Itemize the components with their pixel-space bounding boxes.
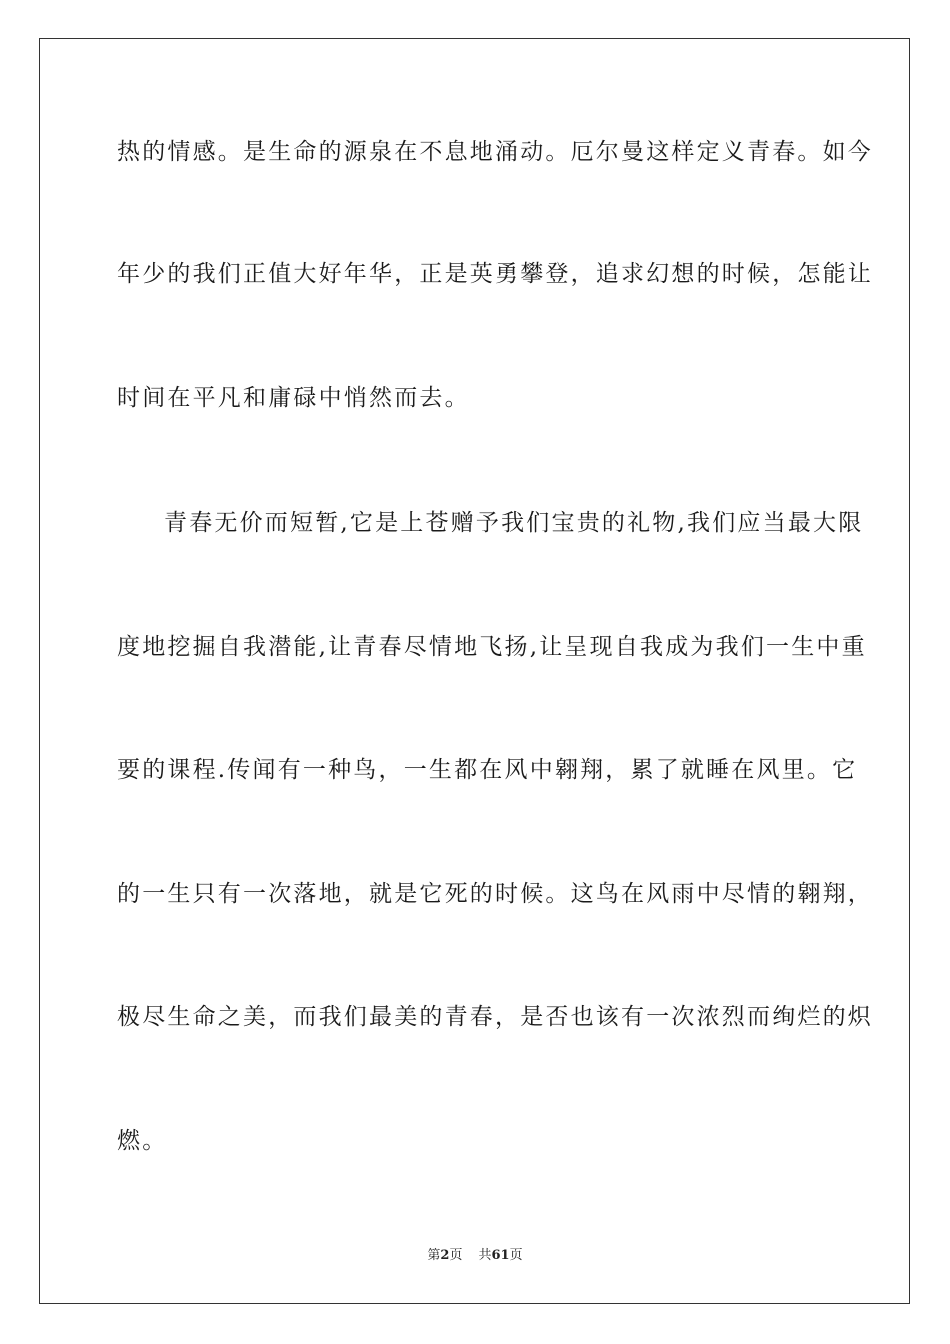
total-prefix: 共: [478, 1248, 492, 1263]
paragraph-line: 极尽生命之美，而我们最美的青春，是否也该有一次浓烈而绚烂的炽: [117, 1004, 873, 1030]
paragraph-line: 时间在平凡和庸碌中悄然而去。: [117, 385, 470, 411]
paragraph-line: 的一生只有一次落地，就是它死的时候。这鸟在风雨中尽情的翱翔，: [117, 881, 873, 907]
paragraph-line: 燃。: [117, 1128, 168, 1154]
page-prefix: 第: [427, 1248, 441, 1263]
paragraph-line: 热的情感。是生命的源泉在不息地涌动。厄尔曼这样定义青春。如今: [117, 139, 873, 165]
total-pages: 61: [491, 1248, 510, 1263]
page-footer: [0, 1247, 950, 1265]
page-suffix: 页: [449, 1248, 463, 1263]
paragraph-line: 年少的我们正值大好年华，正是英勇攀登，追求幻想的时候，怎能让: [117, 261, 873, 287]
page-border: [39, 38, 910, 1304]
page-number: 2: [440, 1248, 450, 1263]
paragraph-line: 青春无价而短暂,它是上苍赠予我们宝贵的礼物,我们应当最大限: [164, 510, 864, 536]
paragraph-line: 度地挖掘自我潜能,让青春尽情地飞扬,让呈现自我成为我们一生中重: [117, 634, 867, 660]
total-suffix: 页: [509, 1248, 523, 1263]
paragraph-line: 要的课程.传闻有一种鸟，一生都在风中翱翔，累了就睡在风里。它: [117, 757, 858, 783]
